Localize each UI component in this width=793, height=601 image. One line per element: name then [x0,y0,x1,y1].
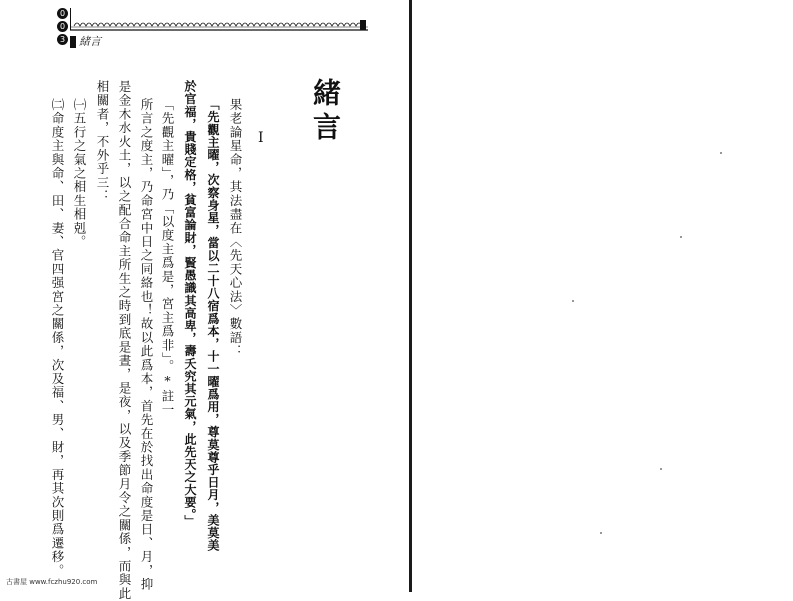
page-digit: 0 [57,8,68,19]
text-column: 是金木水火土，以之配合命主所生之時到底是晝，是夜，以及季節月令之關係，而與此 [117,80,132,601]
header-bar-icon [70,36,76,48]
text-column: 果老論星命，其法盡在〈先天心法〉數語： [228,98,243,359]
text-column: 「先觀主曜，次察身星，當以二十八宿爲本，十一曜爲用，尊莫尊乎日月，美莫美 [206,98,220,552]
header-ornament-icon [70,8,368,32]
text-column: 相關者，不外乎三： [95,80,110,204]
page-digit: 3 [57,34,68,45]
scan-speck [720,152,722,154]
scan-speck [572,300,574,302]
page-number [57,8,69,47]
right-page [412,0,793,592]
text-column: 「先觀主曜」，乃「以度主爲是，宮主爲非」。*註一 [160,98,175,417]
section-marker: I [258,130,264,146]
scan-speck [600,532,602,534]
text-column: ㈡命度主與命、田、妻、官四强宮之關係，次及福、男、財，再其次則爲遷移。 [50,98,65,578]
page-digit: 0 [57,21,68,32]
header-section-label: 緒言 [79,35,101,48]
text-column: 所言之度主，乃命宮中日之同絡也！故以此爲本，首先在於找出命度是日、月，抑 [139,98,154,592]
chapter-title: 緒言 [309,78,342,146]
footer-watermark: 古書屋 www.fczhu920.com [6,578,98,586]
scan-speck [660,468,662,470]
text-column: ㈠五行之氣之相生相剋。 [72,98,87,249]
text-column: 於官福，貴賤定格，貧富論財，賢愚識其高卑，壽夭究其元氣，此先天之大要。」 [183,80,197,528]
scan-speck [680,236,682,238]
